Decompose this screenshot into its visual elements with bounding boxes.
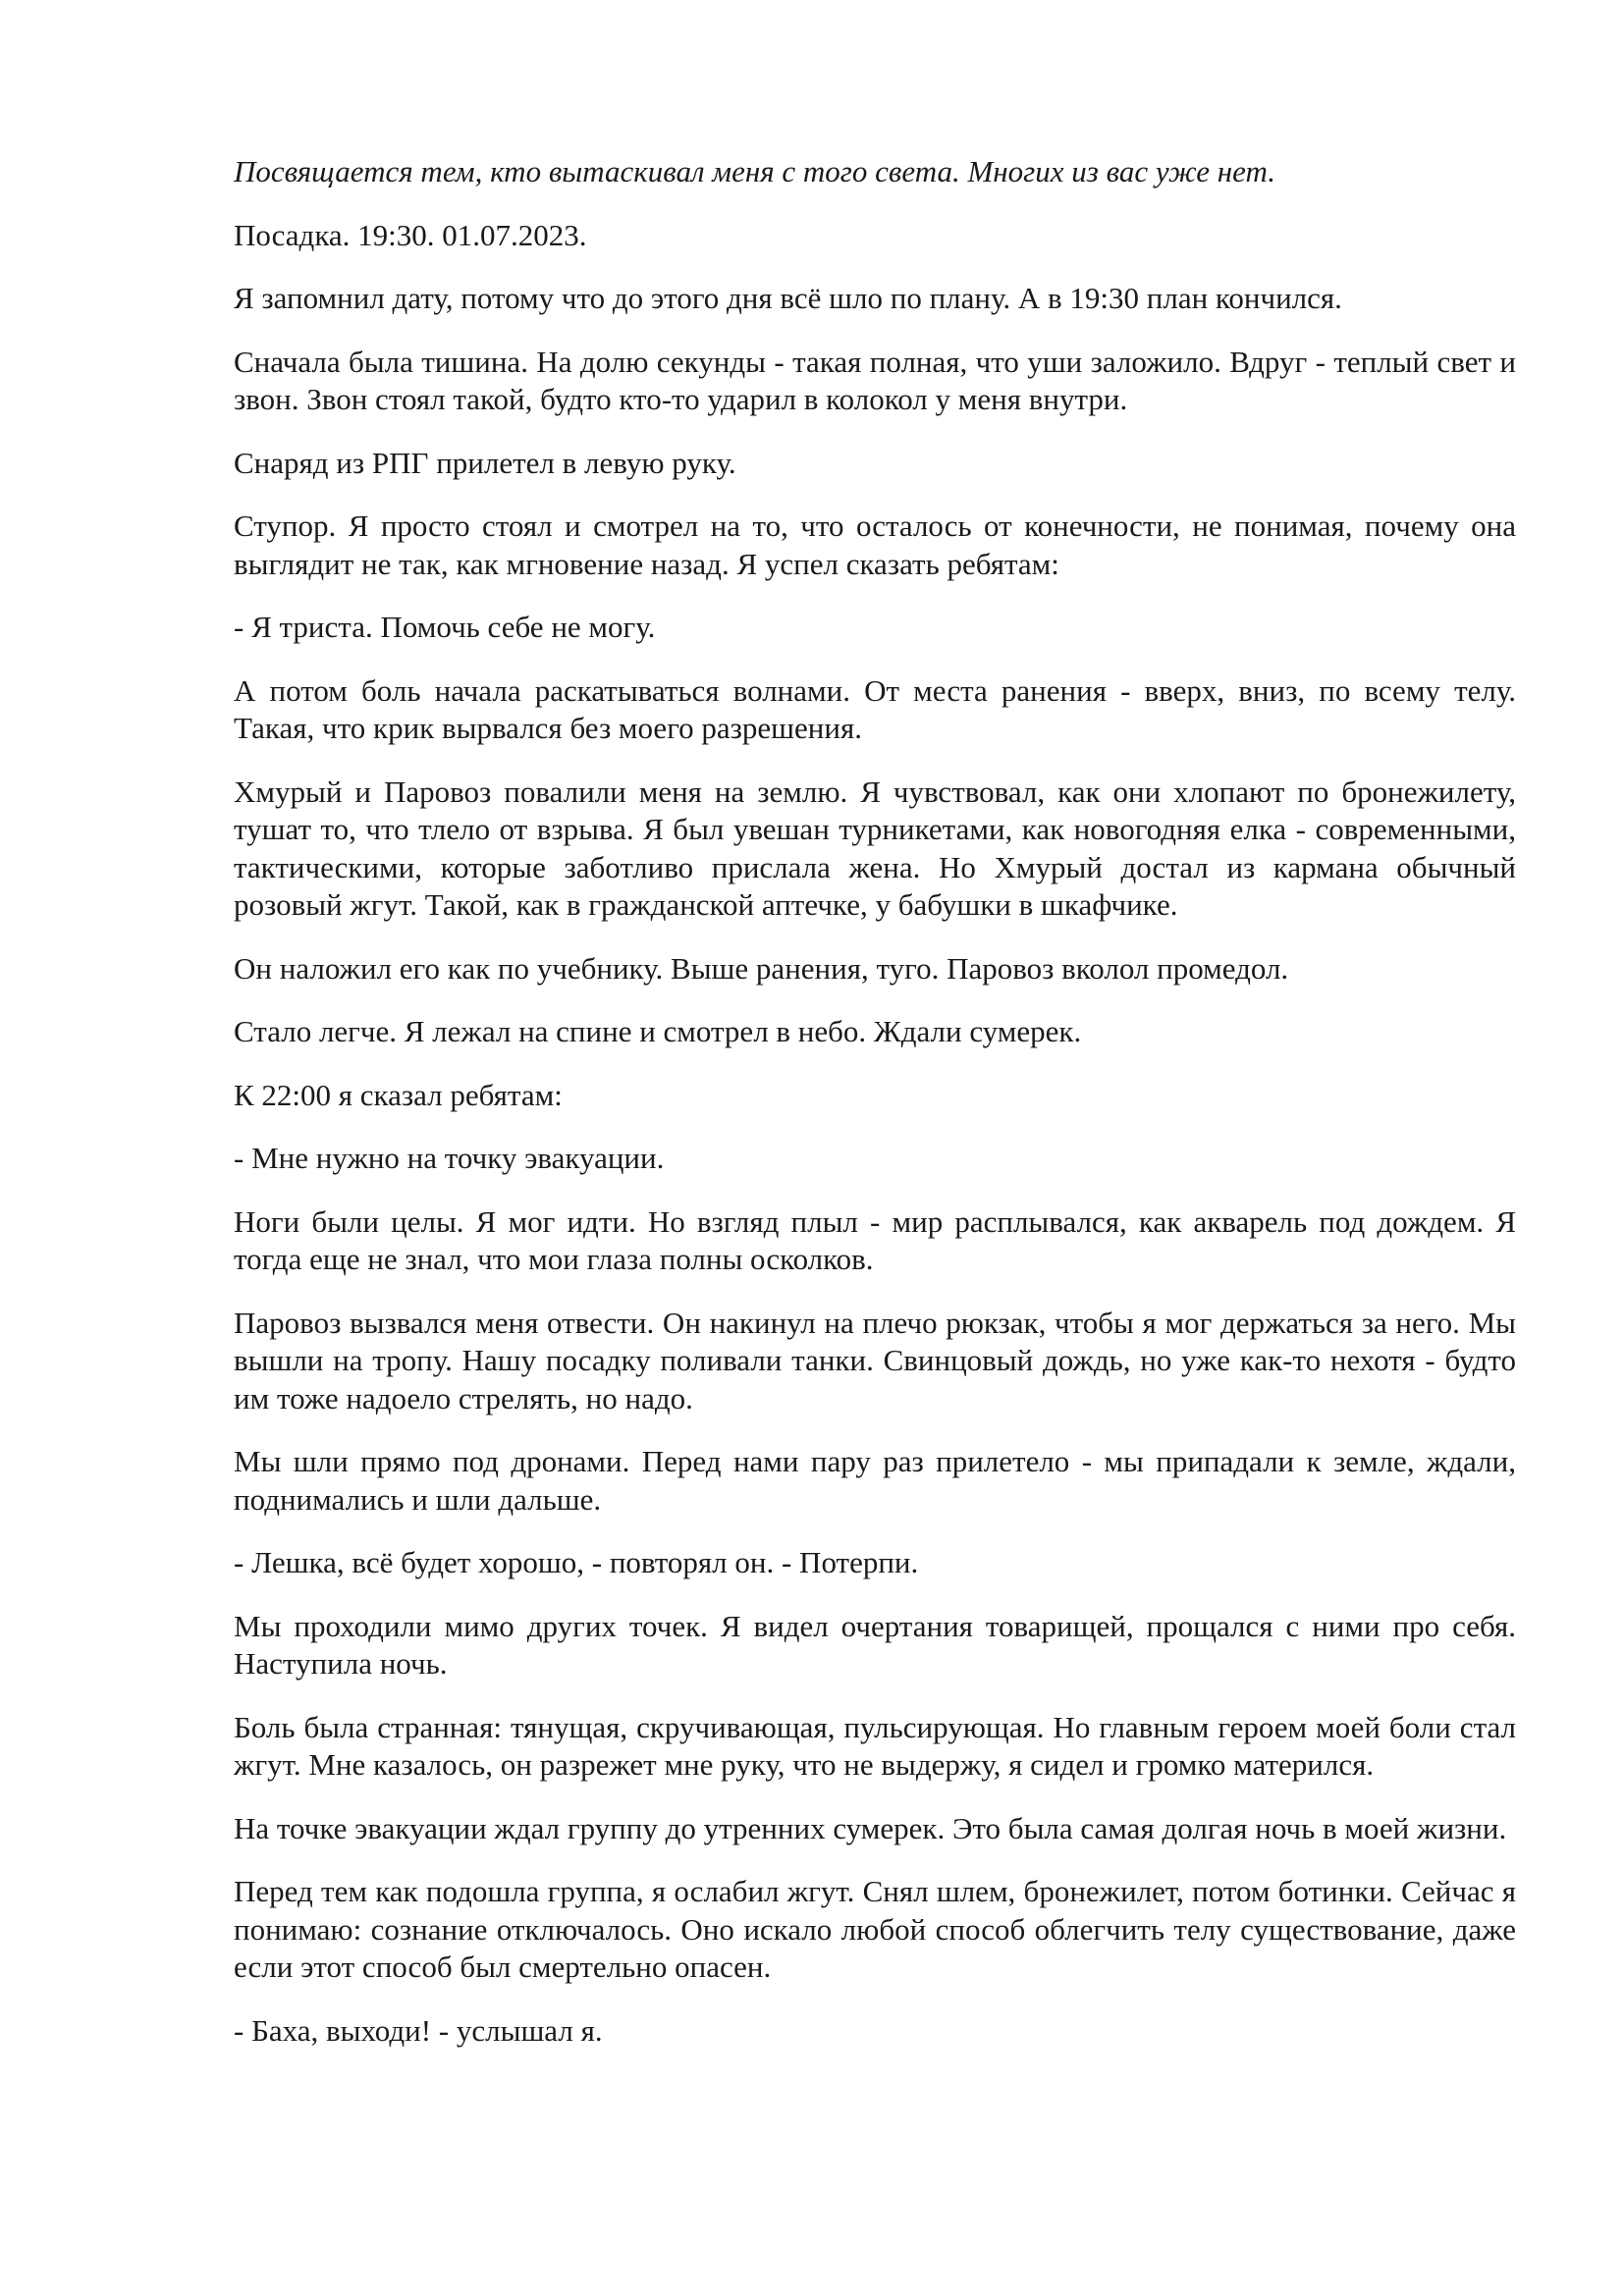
paragraph: Стало легче. Я лежал на спине и смотрел в небо. Ждали сумерек. [234,1014,1082,1048]
paragraph: А потом боль начала раскатываться волнами. От места ранения - вверх, вниз, по всему телу. Такая, что крик вырвался без моего разрешения. [234,672,1516,745]
paragraph: Сначала была тишина. На долю секунды - такая полная, что уши заложило. Вдруг - теплый свет и звон. Звон стоял такой, будто кто-то ударил в колокол у меня внутри. [234,344,1516,416]
paragraph: Боль была странная: тянущая, скручивающая, пульсирующая. Но главным героем моей боли стал жгут. Мне казалось, он разрежет мне руку, что не выдержу, я сидел и громко матерился. [234,1709,1516,1782]
paragraph: Перед тем как подошла группа, я ослабил жгут. Снял шлем, бронежилет, потом ботинки. Сейчас я понимаю: сознание отключалось. Оно искало любой способ облегчить телу существование, даже если этот способ был смертельно опасен. [234,1874,1516,1984]
paragraph: Мы проходили мимо других точек. Я видел очертания товарищей, прощался с ними про себя. Наступила ночь. [234,1608,1516,1681]
dialogue-line: - Баха, выходи! - услышал я. [234,2012,603,2048]
paragraph: Он наложил его как по учебнику. Выше ранения, туго. Паровоз вколол промедол. [234,950,1289,986]
paragraph: На точке эвакуации ждал группу до утренних сумерек. Это была самая долгая ночь в моей жизни. [234,1810,1507,1845]
paragraph: Ступор. Я просто стоял и смотрел на то, что осталось от конечности, не понимая, почему она выглядит не так, как мгновение назад. Я успел сказать ребятам: [234,508,1516,581]
dialogue-line: - Я триста. Помочь себе не могу. [234,610,656,644]
dialogue-line: - Мне нужно на точку эвакуации. [234,1141,665,1175]
paragraph: Ноги были целы. Я мог идти. Но взгляд плыл - мир расплывался, как акварель под дождем. Я тогда еще не знал, что мои глаза полны осколков. [234,1203,1516,1276]
document-page [234,153,1516,2075]
paragraph: Хмурый и Паровоз повалили меня на землю. Я чувствовал, как они хлопают по бронежилету, тушат то, что тлело от взрыва. Я был увешан турникетами, как новогодняя елка - современными, тактическими, которые заботливо прислала жена. Но Хмурый достал из кармана обычный розовый жгут. Такой, как в гражданской аптечке, у бабушки в шкафчике. [234,774,1516,922]
paragraph: Я запомнил дату, потому что до этого дня всё шло по плану. А в 19:30 план кончился. [234,281,1342,315]
paragraph: К 22:00 я сказал ребятам: [234,1077,563,1112]
dialogue-line: - Лешка, всё будет хорошо, - повторял он. - Потерпи. [234,1545,919,1579]
paragraph: Мы шли прямо под дронами. Перед нами пару раз прилетело - мы припадали к земле, ждали, поднимались и шли дальше. [234,1444,1516,1517]
dedication: Посвящается тем, кто вытаскивал меня с того света. Многих из вас уже нет. [234,154,1276,188]
paragraph-landing-time: Посадка. 19:30. 01.07.2023. [234,217,587,252]
paragraph: Паровоз вызвался меня отвести. Он накинул на плечо рюкзак, чтобы я мог держаться за него. Мы вышли на тропу. Нашу посадку поливали танки. Свинцовый дождь, но уже как-то нехотя - будто им тоже надоело стрелять, но надо. [234,1305,1516,1415]
paragraph: Снаряд из РПГ прилетел в левую руку. [234,445,736,480]
